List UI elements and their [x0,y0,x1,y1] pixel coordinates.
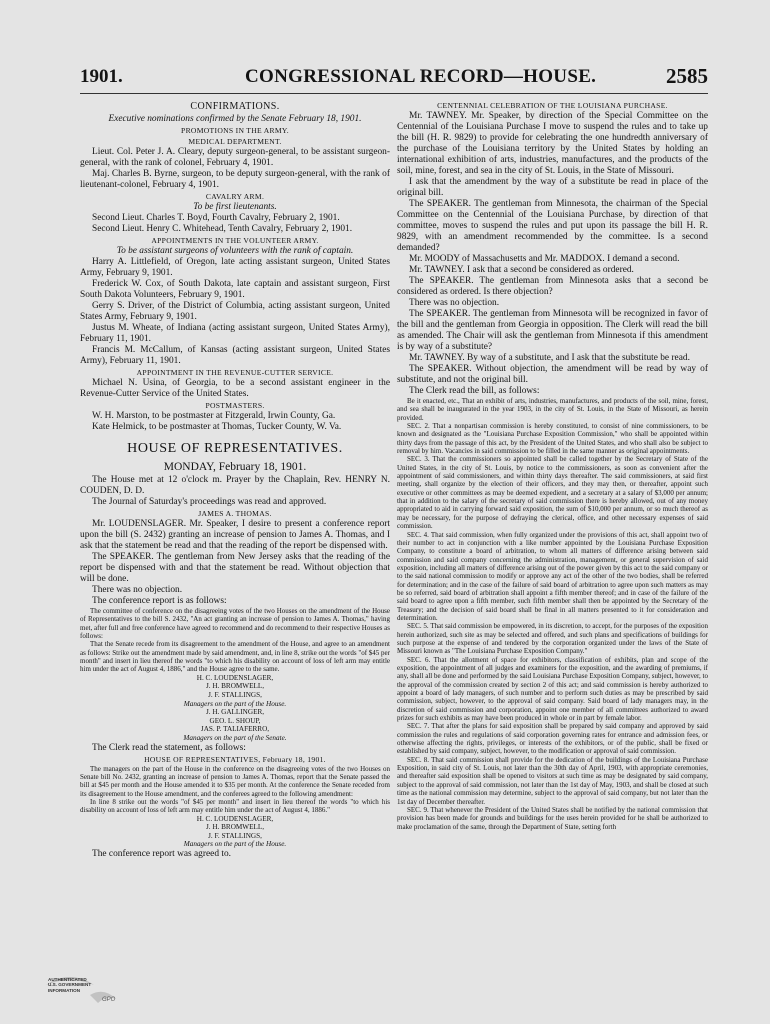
heading: APPOINTMENTS IN THE VOLUNTEER ARMY. [151,236,319,245]
heading: APPOINTMENT IN THE REVENUE-CUTTER SERVICE. [136,368,334,377]
paragraph: Gerry S. Driver, of the District of Columbia, acting assistant surgeon, United States Army, February 9, 1901. [80,301,390,322]
paragraph: Mr. MOODY of Massachusetts and Mr. MADDOX. I demand a second. [409,254,680,264]
paragraph: Be it enacted, etc., That an exhibit of arts, industries, manufactures, and products of the soil, mine, forest, and sea shall be inaugurated in the year 1903, in the city of St. Louis, in the State of Missouri, as herein provided. [397,397,708,422]
paragraph: The conference report was agreed to. [92,848,231,859]
paragraph: The SPEAKER. The gentleman from Minnesota will be recognized in favor of the bill and the gentleman from Georgia in opposition. The Clerk will read the bill as amended. The Chair will ask the gentleman from Minnesota if this amendment is by way of a substitute? [397,309,708,352]
heading: MEDICAL DEPARTMENT. [188,137,282,146]
heading: J. H. BROMWELL, [205,682,265,691]
paragraph: SEC. 3. That the commissioners so appointed shall be called together by the Secretary of State of the United States, in the city of St. Louis, by notice to the commissioners, as soon as convenient after the appointment of said commissioners, and within thirty days thereafter. The said commissioners, at said first meeting, shall organize by the election of their officers, and they may then, or thereafter, appoint such executive or other committees as may be deemed expedient, and a secretary at a salary of $3,000 per annum; that in addition to the salary of the secretary of said commission there is hereby allowed, out of any money appropriated to aid in carrying forward said exposition, the sum of $10,000 per annum, or so much thereof as may be necessary, for the purpose of defraying the clerical, office, and other necessary expenses of said commission. [397,455,708,531]
paragraph: Kate Helmick, to be postmaster at Thomas, Tucker County, W. Va. [92,422,342,432]
heading: To be assistant surgeons of volunteers with the rank of captain. [116,246,354,256]
logo-lines [48,977,91,993]
heading: JAS. P. TALIAFERRO, [200,725,270,734]
paragraph: Maj. Charles B. Byrne, surgeon, to be deputy surgeon-general, with the rank of lieutenant-colonel, February 4, 1901. [80,169,390,190]
paragraph: Second Lieut. Charles T. Boyd, Fourth Cavalry, February 2, 1901. [92,213,340,223]
heading: Managers on the part of the Senate. [183,733,287,742]
heading: J. H. GALLINGER, [205,708,265,717]
logo-line: U.S. GOVERNMENT [48,982,92,988]
paragraph: That the Senate recede from its disagreement to the amendment of the House, and agree to an amendment as follows: Strike out the amendment made by said amendment, and, in line 8, strike out the words "of $45 per month" and insert in lieu thereof the words "to which his disability on account of loss of left arm may entitle him under the act of August 4, 1886," and the House agree to the same. [80,640,390,674]
paragraph: The managers on the part of the House in the conference on the disagreeing votes of the two Houses on Senate bill No. 2432, granting an increase of pension to James A. Thomas, report that the Senate passed the bill at $45 per month and the House amended it to $35 per month. At the conference the Senate receded from its disagreement to the House amendment, and the conferees agreed to the following amendment: [80,764,390,798]
logo-line: INFORMATION [48,987,81,993]
paragraph: Francis M. McCallum, of Kansas (acting assistant surgeon, United States Army), February 11, 1901. [80,345,390,366]
paragraph: Mr. LOUDENSLAGER. Mr. Speaker, I desire to present a conference report upon the bill (S. 2432) granting an increase of pension to James A. Thomas, and I ask that the statement be read and that the reading of the report be dispensed with. [80,519,390,551]
heading: Managers on the part of the House. [183,840,287,849]
heading: POSTMASTERS. [205,401,265,410]
paragraph: W. H. Marston, to be postmaster at Fitzgerald, Irwin County, Ga. [92,411,336,421]
paragraph: Michael N. Usina, of Georgia, to be a second assistant engineer in the Revenue-Cutter Service of the United States. [80,378,390,399]
heading: GEO. L. SHOUP, [209,716,261,725]
paragraph: SEC. 6. That the allotment of space for exhibitors, classification of exhibits, plan and scope of the exposition, the appointment of all judges and examiners for the exposition, and the awarding of premiums, if any, shall all be done and performed by the said Louisiana Purchase Exposition Company, subject, however, to the approval of the commission created by section 2 of this act; and said commission is hereby authorized to appoint a board of lady managers, of such number and to perform such duties as may be prescribed by said commission, subject, however, to the approval of said company. Said board of lady managers may, in the discretion of said commission and corporation, appoint one member of all committees authorized to award prizes for such exhibits as may have been produced in whole or in part by female labor. [397,655,708,723]
heading: J. F. STALLINGS, [208,831,262,840]
paragraph: SEC. 9. That whenever the President of the United States shall be notified by the national commission that provision has been made for grounds and buildings for the uses herein provided for he shall be authorized to make proclamation of the same, through the Department of State, setting forth [397,805,708,831]
running-header [80,62,708,90]
heading: J. H. BROMWELL, [205,823,265,832]
heading: HOUSE OF REPRESENTATIVES, February 18, 1901. [144,754,326,764]
header-rule [80,93,708,94]
paragraph: SEC. 4. That said commission, when fully organized under the provisions of this act, shall appoint two of their number to act in conjunction with a like number appointed by the Louisiana Purchase Exposition Company, to constitute a board of arbitration, to whom all matters of difference arising between said commission and said company concerning the administration, management, or general supervision of said exposition, including all matters of difference arising out of the power given by this act to the said company or to the said national commission to modify or approve any act of the other of the two bodies, shall be referred for determination; and in the case of the failure of said board of arbitration to agree upon such matters as may be so referred, said board of arbitration shall appoint a fifth member thereof; and in case of the failure of the said board to agree upon a fifth member, such fifth member shall then be appointed by the Secretary of the Treasury; and the decision of said board shall be final in all matters presented to it for consideration and determination. [397,530,708,622]
paragraph: The SPEAKER. The gentleman from Minnesota asks that a second be considered as ordered. Is there objection? [397,276,708,297]
heading: CONFIRMATIONS. [190,101,280,112]
heading: PROMOTIONS IN THE ARMY. [181,126,289,135]
heading: To be first lieutenants. [193,202,277,212]
paragraph: Frederick W. Cox, of South Dakota, late captain and assistant surgeon, First South Dakota Volunteers, February 9, 1901. [80,279,390,300]
paragraph: The SPEAKER. The gentleman from New Jersey asks that the reading of the report be dispensed with and that the statement be read. Without objection that will be done. [80,552,390,584]
paragraph: I ask that the amendment by the way of a substitute be read in place of the original bill. [397,177,708,198]
paragraph: SEC. 7. That after the plans for said exposition shall be prepared by said company and approved by said commission the rules and regulations of said corporation governing rates for entrance and admission fees, or otherwise affecting the rights, privileges, or interests of the exhibitors, or of the public, shall be fixed or established by said company, subject, however, to the modification or approval of said commission. [397,722,708,756]
paragraph: The House met at 12 o'clock m. Prayer by the Chaplain, Rev. HENRY N. COUDEN, D. D. [80,475,390,496]
paragraph: The SPEAKER. The gentleman from Minnesota, the chairman of the Special Committee on the Centennial of the Louisiana Purchase, by direction of that committee, moves to suspend the rules and put upon its passage the bill H. R. 9829, with an amendment recommended by the committee. Is a second demanded? [397,199,708,253]
heading: Managers on the part of the House. [183,699,287,708]
heading: CENTENNIAL CELEBRATION OF THE LOUISIANA PURCHASE. [437,101,668,110]
paragraph: The committee of conference on the disagreeing votes of the two Houses on the amendment of the House of Representatives to the bill S. 2432, "An act granting an increase of pension to James A. Thomas," having met, after full and free conference have agreed to recommend and do recommend to their respective Houses as follows: [80,607,390,641]
heading: H. C. LOUDENSLAGER, [196,814,274,823]
logo-line: AUTHENTICATED [48,977,87,982]
paragraph: The Journal of Saturday's proceedings was read and approved. [92,497,327,507]
paragraph: Mr. TAWNEY. Mr. Speaker, by direction of the Special Committee on the Centennial of the Louisiana Purchase I move to suspend the rules and to take up the bill (H. R. 9829) to provide for celebrating the one hundredth anniversary of the purchase of the Louisiana territory by the United States by holding an international exhibition of arts, industries, manufactures, and the products of the soil, mine, forest, and sea in the city of St. Louis, in the State of Missouri. [397,111,708,176]
header-title: CONGRESSIONAL RECORD—HOUSE. [245,66,597,87]
paragraph: Mr. TAWNEY. I ask that a second be considered as ordered. [409,265,634,275]
paragraph: The SPEAKER. Without objection, the amendment will be read by way of substitute, and not the original bill. [397,364,708,385]
paragraph: There was no objection. [92,585,183,595]
paragraph: The Clerk read the bill, as follows: [409,386,540,396]
paragraph: Mr. TAWNEY. By way of a substitute, and I ask that the substitute be read. [409,353,690,363]
gpo-authentication-logo [40,965,120,1015]
heading: JAMES A. THOMAS. [198,509,272,518]
heading: CAVALRY ARM. [205,192,265,201]
heading: J. F. STALLINGS, [208,690,262,699]
header-year: 1901. [80,66,123,87]
paragraph: The conference report is as follows: [92,596,227,606]
paragraph: Lieut. Col. Peter J. A. Cleary, deputy surgeon-general, to be assistant surgeon-general, with the rank of colonel, February 4, 1901. [80,147,390,168]
paragraph: Harry A. Littlefield, of Oregon, late acting assistant surgeon, United States Army, February 9, 1901. [80,257,390,278]
paragraph: Second Lieut. Henry C. Whitehead, Tenth Cavalry, February 2, 1901. [92,224,353,234]
paragraph: There was no objection. [409,298,500,308]
left-column [80,100,390,960]
heading: HOUSE OF REPRESENTATIVES. [127,441,343,456]
heading: Executive nominations confirmed by the Senate February 18, 1901. [108,114,362,124]
paragraph: Justus M. Wheate, of Indiana (acting assistant surgeon, United States Army), February 11, 1901. [80,323,390,344]
paragraph: SEC. 2. That a nonpartisan commission is hereby constituted, to consist of nine commissioners, to be known and designated as the "Louisiana Purchase Exposition Commission," who shall be appointed within thirty days from the passage of this act, by the President of the United States, and who shall also be subject to removal by him. Vacancies in said commission to be filled in the same manner as original appointments. [397,422,708,456]
heading: MONDAY, February 18, 1901. [163,461,307,473]
right-column [397,100,708,962]
paragraph: SEC. 5. That said commission be empowered, in its discretion, to accept, for the purposes of the exposition herein authorized, such site as may be selected and offered, and such plans and specifications of buildings for such purpose at the expense of and tendered by the corporation organized under the laws of the State of Missouri known as "The Louisiana Purchase Exposition Company." [397,622,708,656]
logo-mark: GPO [102,997,116,1003]
paragraph: In line 8 strike out the words "of $45 per month" and insert in lieu thereof the words "to which his disability on account of loss of left arm may entitle him under the act of August 4, 1886." [80,797,390,815]
heading: H. C. LOUDENSLAGER, [196,673,274,682]
paragraph: The Clerk read the statement, as follows: [92,742,246,753]
page-number: 2585 [666,64,708,88]
paragraph: SEC. 8. That said commission shall provide for the dedication of the buildings of the Louisiana Purchase Exposition, in said city of St. Louis, not later than the 30th day of April, 1903, with appropriate ceremonies, and thereafter said exposition shall be opened to visitors at such time as may be designated by said company, subject to the approval of said commission, not later than the 1st day of May, 1903, and shall be closed at such time as the national commission may determine, subject to the approval of said company, but not later than the 1st day of December thereafter. [397,755,708,806]
